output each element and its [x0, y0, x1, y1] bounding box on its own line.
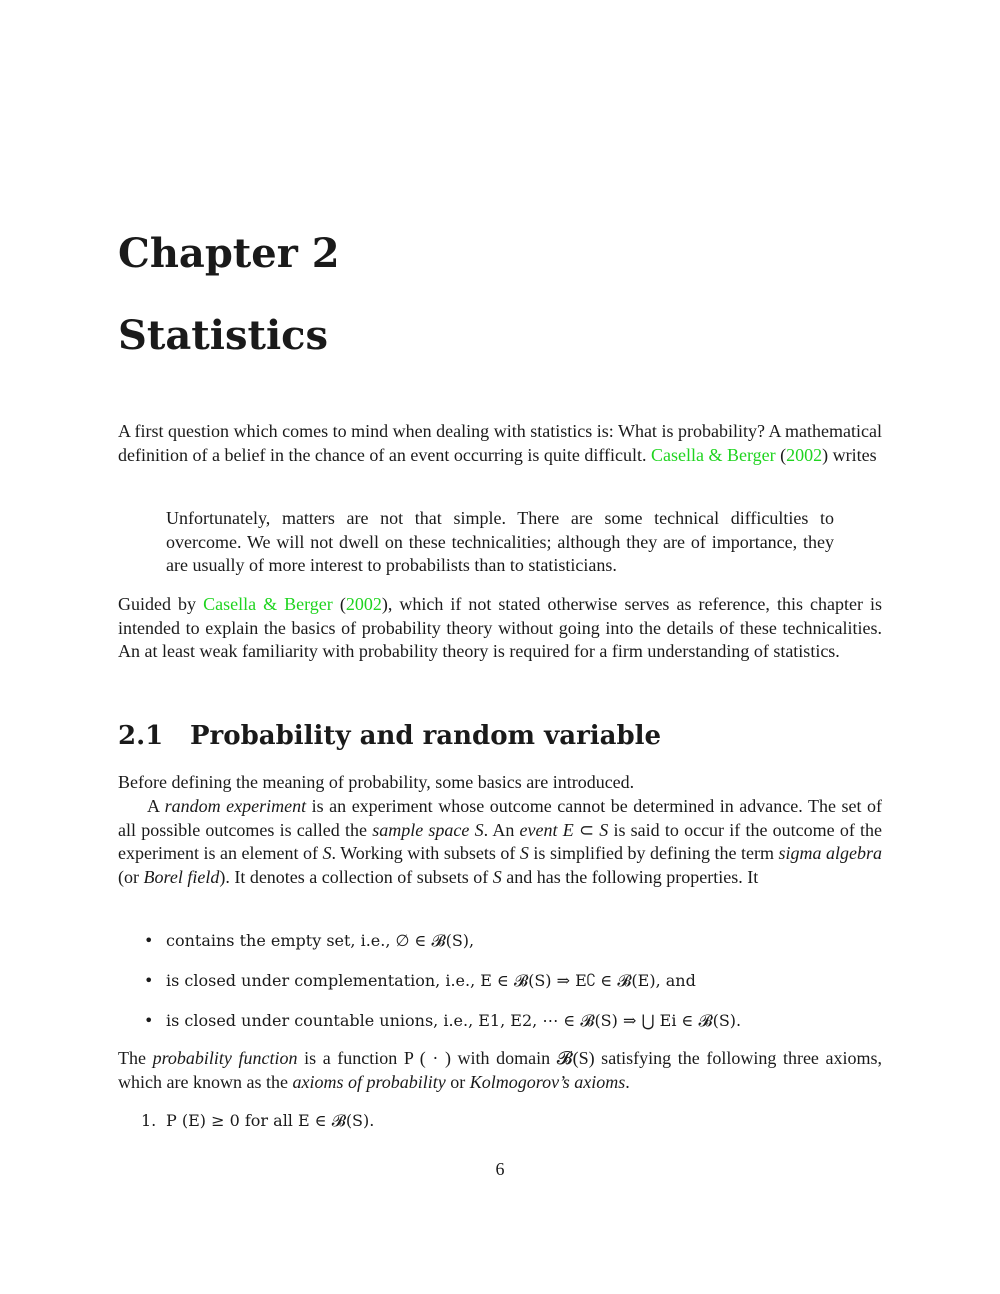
text-run: is simplified by defining the term [533, 843, 774, 864]
text-run: or [450, 1071, 466, 1092]
intro-text: A first question which comes to mind when dealing with statistics is: What is probability? A mathematical definition of a belief in the chance of an event occurring is quite difficult. [118, 421, 882, 465]
section-paragraph-2: A random experiment is an experiment whose outcome cannot be determined in advance. The set of all possible outcomes is called the sample space S. An event E ⊂ S is said to occur if the outcome of the experiment is an element of S. Working with subsets of S is simplified by defining the term sigma algebra (or Borel field). It denotes a collection of subsets of S and has the following properties. It [118, 796, 883, 887]
bullet-icon: • [144, 931, 154, 950]
text-run: is a function P ( · ) with domain 𝓑(S) satisfying the following three axioms, which are known as the [118, 1048, 883, 1092]
text-run: . An [483, 819, 515, 840]
list-item-text: is closed under countable unions, i.e., E1, E2, ⋯ ∈ 𝓑(S) ⇒ ⋃ Ei ∈ 𝓑(S). [166, 1011, 742, 1030]
term-borel-field: Borel field [143, 866, 220, 887]
text-run: ). It denotes a collection of subsets of [219, 866, 489, 887]
text-run: is said to occur if the outcome of the experiment is an element of [118, 819, 883, 864]
intro-paragraph-1: A first question which comes to mind when dealing with statistics is: What is probability? A mathematical definition of a belief in the chance of an event occurring is quite difficult. Casella & Berger (2002) writes [118, 421, 882, 465]
p2-lead: Guided by [118, 594, 197, 614]
term-event: event [519, 819, 558, 840]
list-item [118, 969, 882, 1009]
term-axioms-of-probability: axioms of probability [292, 1071, 446, 1092]
term-sample-space: sample space [372, 819, 470, 840]
list-item-text: P (E) ≥ 0 for all E ∈ 𝓑(S). [166, 1111, 375, 1130]
bullet-icon: • [144, 971, 154, 990]
properties-list [118, 929, 882, 1049]
list-item-text: contains the empty set, i.e., ∅ ∈ 𝓑(S), [166, 931, 475, 950]
bullet-icon: • [144, 1011, 154, 1030]
list-item [118, 1109, 882, 1133]
text-run: and has the following properties. It [506, 866, 759, 887]
chapter-label: Chapter 2 [118, 230, 340, 277]
text-run: A [147, 796, 160, 816]
p2-text: , which if not stated otherwise serves as reference, this chapter is intended to explain the basics of probability theory without going into the details of these technicalities. An at least weak familiarity with probability theory is required for a firm understanding of statistics. [118, 594, 882, 662]
citation-year-link[interactable]: 2002 [786, 444, 823, 465]
list-item-text: is closed under complementation, i.e., E ∈ 𝓑(S) ⇒ E∁ ∈ 𝓑(E), and [166, 971, 696, 990]
intro-paragraph-2: Guided by Casella & Berger (2002), which if not stated otherwise serves as reference, this chapter is intended to explain the basics of probability theory without going into the details of these technicalities. An at least weak familiarity with probability theory is required for a firm understanding of statistics. [118, 594, 882, 662]
text-run: is an experiment whose outcome cannot be determined in advance. The set of all possible outcomes is called the [118, 796, 883, 840]
list-item [118, 929, 882, 969]
chapter-title: Statistics [118, 312, 329, 359]
text-run: The [118, 1048, 146, 1068]
citation-link[interactable]: Casella & Berger [203, 594, 333, 614]
section-heading [118, 716, 661, 756]
term-sigma-algebra: sigma algebra [778, 843, 883, 864]
intro-tail: writes [832, 444, 877, 465]
text-run: . Working with subsets of [331, 843, 516, 864]
term-kolmogorov-axioms: Kolmogorov’s axioms [469, 1071, 626, 1092]
page-number: 6 [495, 1159, 505, 1179]
citation-link[interactable]: Casella & Berger [650, 444, 776, 465]
section-paragraph-3: The probability function is a function P ( · ) with domain 𝓑(S) satisfying the following three axioms, which are known as the axioms of probability or Kolmogorov’s axioms. [118, 1048, 883, 1092]
list-item [118, 1009, 882, 1049]
block-quote: Unfortunately, matters are not that simple. There are some technical difficulties to overcome. We will not dwell on these technicalities; although they are of importance, they are usually of more interest to probabilists than to statisticians. [166, 508, 834, 576]
axioms-list [118, 1109, 882, 1133]
term-random-experiment: random experiment [164, 796, 307, 816]
section-number: 2.1 [118, 721, 164, 751]
section-paragraph-1: Before defining the meaning of probability, some basics are introduced. [118, 772, 635, 792]
section-title: Probability and random variable [190, 721, 662, 751]
list-number: 1. [141, 1111, 157, 1130]
term-probability-function: probability function [152, 1048, 298, 1068]
citation-year-link[interactable]: 2002 [345, 594, 382, 614]
text-run: (or [118, 866, 139, 887]
